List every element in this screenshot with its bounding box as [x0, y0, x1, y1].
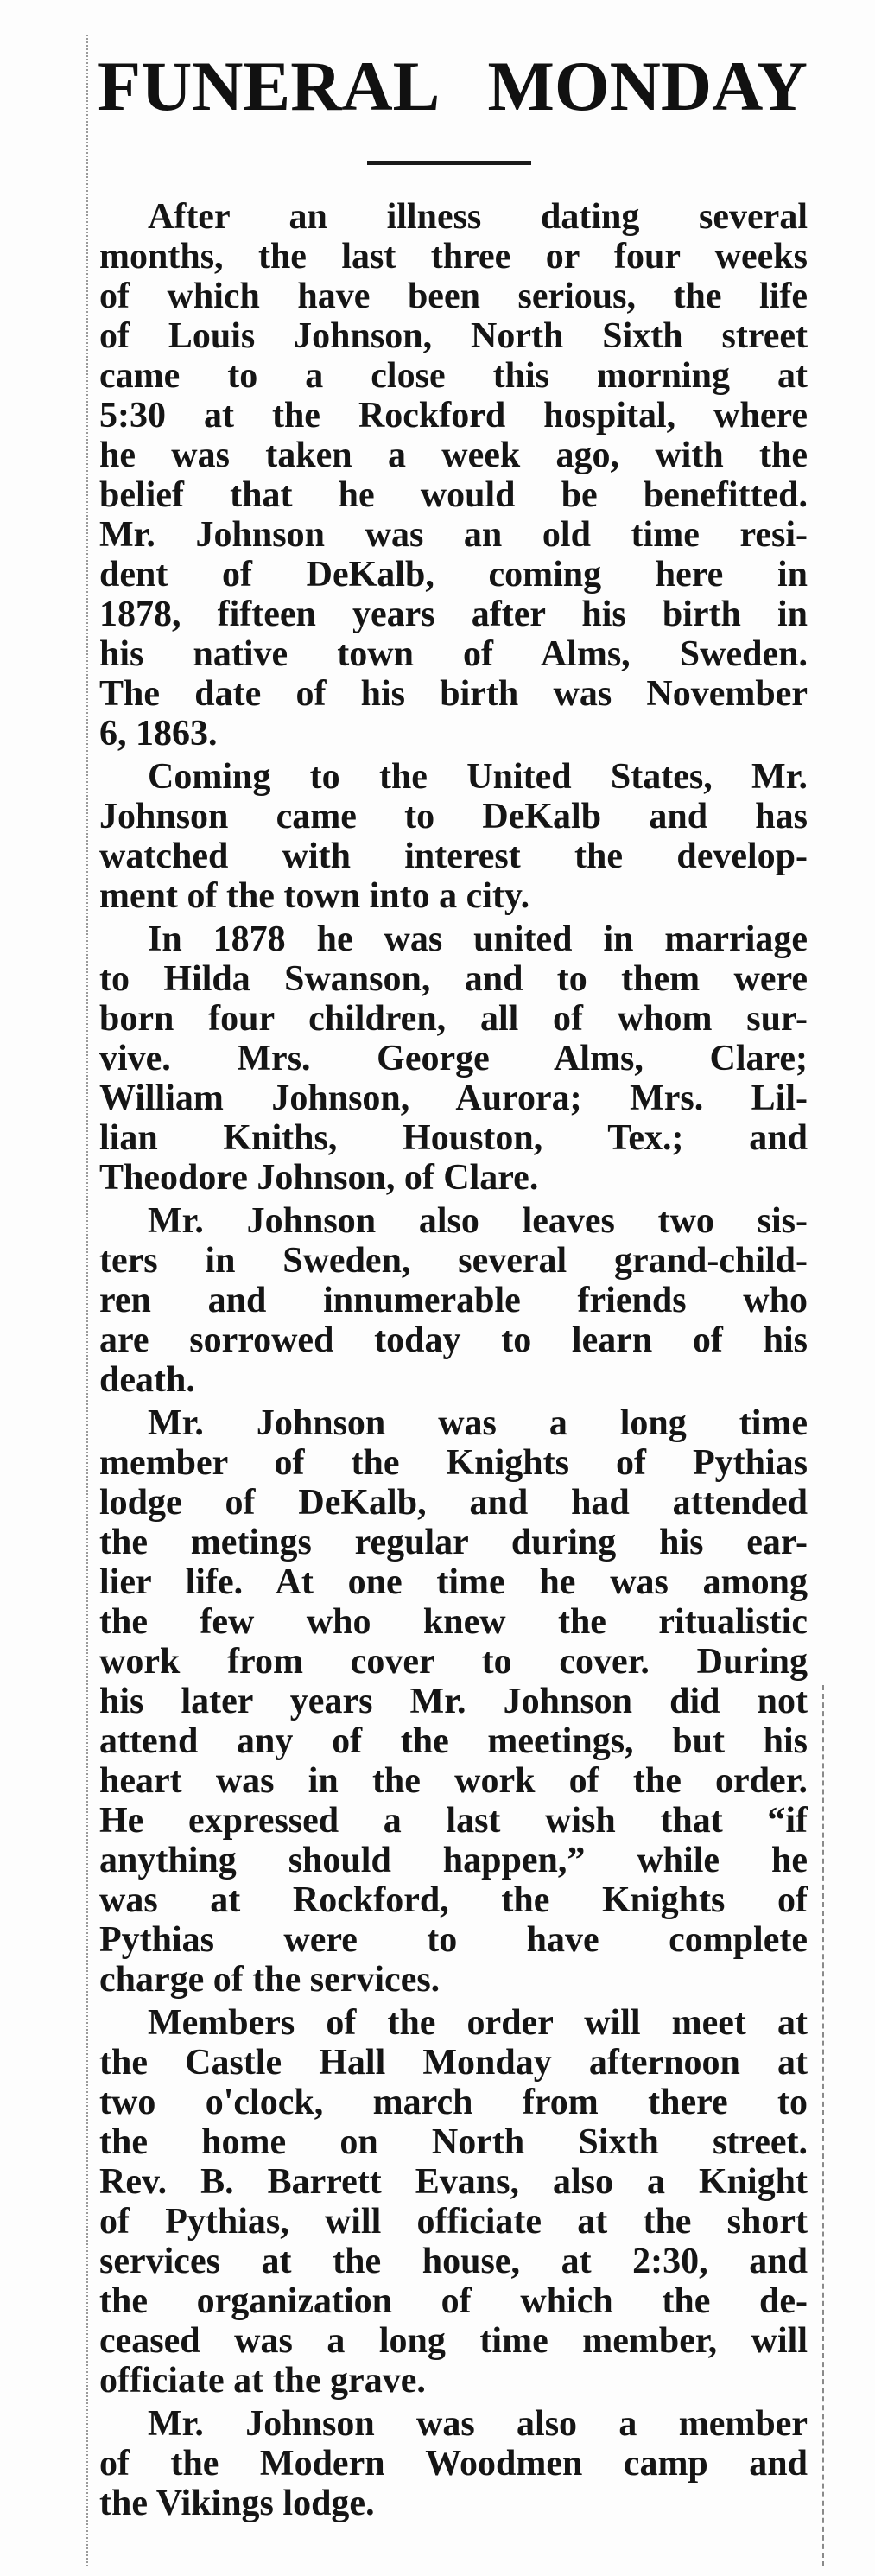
text-line: Mr. Johnson was a long time	[148, 1403, 808, 1443]
headline: FUNERAL MONDAY	[98, 47, 808, 125]
text-line: member of the Knights of Pythias	[99, 1443, 808, 1483]
paragraph	[99, 919, 808, 1198]
text-line: Members of the order will meet at	[148, 2003, 808, 2043]
article-body	[99, 197, 808, 2527]
text-line: lian Kniths, Houston, Tex.; and	[99, 1118, 808, 1158]
text-line: anything should happen,” while he	[99, 1841, 808, 1880]
text-line: of which have been serious, the life	[99, 277, 808, 316]
text-line: watched with interest the develop-	[99, 836, 808, 876]
paragraph	[99, 1403, 808, 2000]
text-line: Mr. Johnson also leaves two sis-	[148, 1201, 808, 1241]
text-line: the metings regular during his ear-	[99, 1523, 808, 1562]
text-line: his native town of Alms, Sweden.	[99, 634, 808, 674]
text-line: The date of his birth was November	[99, 674, 808, 714]
text-line: lier life. At one time he was among	[99, 1562, 808, 1602]
text-line: came to a close this morning at	[99, 356, 808, 396]
text-line: of Pythias, will officiate at the short	[99, 2202, 808, 2242]
text-line: of the Modern Woodmen camp and	[99, 2444, 808, 2484]
text-line: death.	[99, 1360, 195, 1400]
text-line: He expressed a last wish that “if	[99, 1801, 808, 1841]
text-line: 5:30 at the Rockford hospital, where	[99, 396, 808, 436]
text-line: months, the last three or four weeks	[99, 237, 808, 277]
text-line: his later years Mr. Johnson did not	[99, 1682, 808, 1721]
text-line: In 1878 he was united in marriage	[148, 919, 808, 959]
paragraph	[99, 2404, 808, 2523]
text-line: ment of the town into a city.	[99, 876, 530, 916]
text-line: Mr. Johnson was also a member	[148, 2404, 808, 2444]
text-line: was at Rockford, the Knights of	[99, 1880, 808, 1920]
text-line: William Johnson, Aurora; Mrs. Lil-	[99, 1078, 808, 1118]
text-line: work from cover to cover. During	[99, 1642, 808, 1682]
text-line: ceased was a long time member, will	[99, 2321, 808, 2361]
text-line: services at the house, at 2:30, and	[99, 2242, 808, 2281]
text-line: of Louis Johnson, North Sixth street	[99, 316, 808, 356]
text-line: charge of the services.	[99, 1960, 441, 2000]
text-line: officiate at the grave.	[99, 2361, 426, 2401]
text-line: attend any of the meetings, but his	[99, 1721, 808, 1761]
text-line: ren and innumerable friends who	[99, 1281, 808, 1320]
text-line: he was taken a week ago, with the	[99, 436, 808, 475]
text-line: dent of DeKalb, coming here in	[99, 555, 808, 595]
column-border-left	[86, 35, 88, 2566]
paragraph	[99, 197, 808, 754]
text-line: the few who knew the ritualistic	[99, 1602, 808, 1642]
text-line: are sorrowed today to learn of his	[99, 1320, 808, 1360]
text-line: belief that he would be benefitted.	[99, 475, 808, 515]
headline-rule	[367, 161, 531, 165]
text-line: Pythias were to have complete	[99, 1920, 808, 1960]
text-line: Theodore Johnson, of Clare.	[99, 1158, 539, 1198]
text-line: the home on North Sixth street.	[99, 2122, 808, 2162]
text-line: After an illness dating several	[148, 197, 808, 237]
text-line: the organization of which the de-	[99, 2281, 808, 2321]
paragraph	[99, 2003, 808, 2401]
text-line: Coming to the United States, Mr.	[148, 757, 808, 797]
text-line: ters in Sweden, several grand-child-	[99, 1241, 808, 1281]
paragraph	[99, 1201, 808, 1400]
text-line: Johnson came to DeKalb and has	[99, 797, 808, 836]
text-line: born four children, all of whom sur-	[99, 999, 808, 1039]
text-line: vive. Mrs. George Alms, Clare;	[99, 1039, 808, 1078]
text-line: heart was in the work of the order.	[99, 1761, 808, 1801]
text-line: the Vikings lodge.	[99, 2484, 375, 2523]
text-line: Mr. Johnson was an old time resi-	[99, 515, 808, 555]
text-line: to Hilda Swanson, and to them were	[99, 959, 808, 999]
text-line: 1878, fifteen years after his birth in	[99, 595, 808, 634]
text-line: 6, 1863.	[99, 714, 218, 754]
text-line: two o'clock, march from there to	[99, 2083, 808, 2122]
text-line: Rev. B. Barrett Evans, also a Knight	[99, 2162, 808, 2202]
paragraph	[99, 757, 808, 916]
text-line: lodge of DeKalb, and had attended	[99, 1483, 808, 1523]
text-line: the Castle Hall Monday afternoon at	[99, 2043, 808, 2083]
column-border-right	[822, 1685, 824, 2566]
